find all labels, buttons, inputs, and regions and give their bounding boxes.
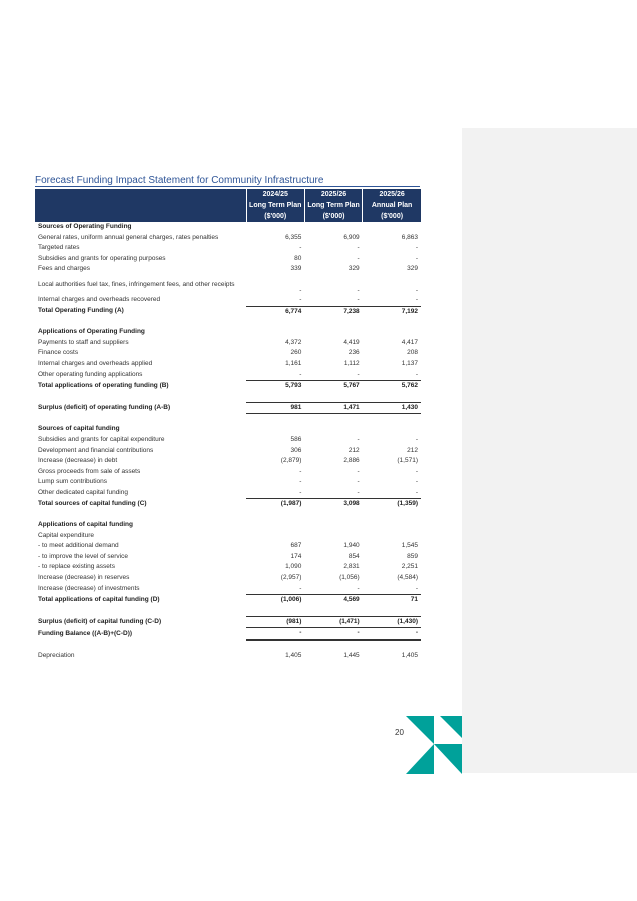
- row-label: Applications of capital funding: [38, 521, 133, 529]
- funding-impact-table: [35, 189, 421, 662]
- row-label: [35, 392, 246, 403]
- table-row: [35, 573, 421, 584]
- row-value: -: [363, 628, 421, 640]
- table-row: [35, 595, 421, 606]
- row-value: -: [304, 628, 362, 640]
- row-value: (1,006): [246, 595, 304, 606]
- row-value: [246, 222, 304, 233]
- table-row: [35, 488, 421, 499]
- row-value: 2,831: [343, 563, 360, 571]
- row-value: -: [415, 478, 418, 486]
- table-row: [35, 348, 421, 359]
- row-label: [35, 640, 246, 651]
- row-label: Funding Balance ((A-B)+(C-D)): [38, 629, 133, 637]
- row-value: [363, 531, 421, 542]
- table-row: [35, 295, 421, 306]
- row-label: Increase (decrease) of investments: [38, 584, 140, 592]
- row-value: [246, 531, 304, 542]
- row-label: Payments to staff and suppliers: [38, 338, 129, 346]
- row-value: [363, 424, 421, 435]
- row-value: [246, 414, 304, 425]
- row-label: Fees and charges: [38, 265, 91, 273]
- row-label: [35, 510, 246, 520]
- row-label: Finance costs: [38, 349, 79, 357]
- col-header-plan: Long Term Plan: [304, 200, 362, 211]
- row-value: 329: [348, 265, 360, 273]
- row-label: Total applications of capital funding (D): [38, 595, 160, 603]
- row-value: -: [246, 628, 304, 640]
- row-label: Depreciation: [38, 652, 75, 659]
- page-title: Forecast Funding Impact Statement for Community Infrastructure: [35, 175, 324, 186]
- table-row: [35, 370, 421, 381]
- row-value: 71: [363, 595, 421, 606]
- row-label: - to meet additional demand: [38, 542, 119, 550]
- row-value: -: [415, 435, 418, 443]
- col-header-plan: Annual Plan: [363, 200, 421, 211]
- row-value: 1,445: [343, 652, 360, 659]
- row-label: Development and financial contributions: [38, 446, 154, 454]
- col-header-unit: ($'000): [304, 211, 362, 222]
- row-label: Sources of Operating Funding: [38, 223, 132, 230]
- row-label: Internal charges and overheads applied: [38, 359, 153, 367]
- table-row: [35, 456, 421, 467]
- row-value: 306: [290, 446, 302, 454]
- row-value: [363, 392, 421, 403]
- row-value: -: [415, 244, 418, 252]
- row-label: Subsidies and grants for capital expenditure: [38, 435, 165, 443]
- table-row: [35, 446, 421, 457]
- row-value: 260: [290, 349, 302, 357]
- row-value: [363, 414, 421, 425]
- row-value: [304, 520, 362, 531]
- table-row: [35, 222, 421, 233]
- row-value: -: [415, 488, 418, 496]
- row-value: [363, 222, 421, 233]
- row-value: 1,405: [401, 652, 418, 659]
- row-label: Other operating funding applications: [38, 370, 143, 378]
- table-row: [35, 584, 421, 595]
- table-row: [35, 359, 421, 370]
- row-value: -: [415, 370, 418, 378]
- row-value: [246, 606, 304, 617]
- row-label: Lump sum contributions: [38, 478, 108, 486]
- row-value: 5,767: [304, 381, 362, 392]
- row-value: [304, 392, 362, 403]
- row-value: [246, 640, 304, 651]
- row-value: -: [357, 295, 360, 303]
- table-row: [35, 628, 421, 640]
- title-underline: [35, 186, 420, 187]
- row-value: -: [415, 254, 418, 262]
- row-label: Total applications of operating funding (B): [38, 381, 169, 389]
- row-value: 7,192: [363, 306, 421, 317]
- row-value: 236: [348, 349, 360, 357]
- table-row: [35, 275, 421, 295]
- row-value: [304, 327, 362, 338]
- row-label: [35, 606, 246, 617]
- row-value: -: [357, 254, 360, 262]
- row-value: [363, 640, 421, 651]
- row-value: [304, 531, 362, 542]
- table-row: [35, 531, 421, 542]
- spacer-row: [35, 510, 421, 520]
- table-header: [35, 189, 421, 222]
- table-row: [35, 520, 421, 531]
- row-value: -: [415, 584, 418, 592]
- row-value: 854: [348, 552, 360, 560]
- row-value: [304, 606, 362, 617]
- row-label: Gross proceeds from sale of assets: [38, 467, 141, 475]
- row-value: [363, 317, 421, 327]
- row-value: (1,987): [246, 499, 304, 510]
- row-value: -: [357, 286, 360, 294]
- row-value: [246, 392, 304, 403]
- header-label-cell: [35, 200, 246, 211]
- row-value: [304, 222, 362, 233]
- table-row: [35, 327, 421, 338]
- row-value: 339: [290, 265, 302, 273]
- row-value: 4,419: [343, 338, 360, 346]
- row-value: (1,430): [363, 616, 421, 628]
- row-value: [304, 414, 362, 425]
- row-value: 6,909: [343, 233, 360, 241]
- row-label: Targeted rates: [38, 244, 80, 252]
- spacer-row: [35, 414, 421, 425]
- col-header-year: 2025/26: [363, 189, 421, 200]
- row-label: Increase (decrease) in reserves: [38, 574, 130, 582]
- row-value: 687: [290, 542, 302, 550]
- row-value: 208: [407, 349, 418, 357]
- row-value: 1,430: [363, 402, 421, 414]
- row-value: 1,471: [304, 402, 362, 414]
- row-value: 329: [407, 265, 418, 273]
- spacer-row: [35, 640, 421, 651]
- row-label: Applications of Operating Funding: [38, 328, 145, 336]
- row-value: 586: [290, 435, 302, 443]
- table-row: [35, 243, 421, 254]
- row-value: [304, 317, 362, 327]
- row-value: -: [357, 370, 360, 378]
- row-value: 6,863: [401, 233, 418, 241]
- spacer-row: [35, 392, 421, 403]
- table-row: [35, 381, 421, 392]
- row-value: 1,112: [343, 359, 360, 367]
- table-row: [35, 435, 421, 446]
- table-row: [35, 424, 421, 435]
- table-row: [35, 499, 421, 510]
- header-label-cell: [35, 211, 246, 222]
- table-row: [35, 306, 421, 317]
- row-value: [363, 327, 421, 338]
- table-row: [35, 651, 421, 662]
- spacer-row: [35, 606, 421, 617]
- row-value: -: [357, 467, 360, 475]
- row-value: (1,359): [363, 499, 421, 510]
- row-label: - to replace existing assets: [38, 563, 115, 571]
- row-value: [363, 606, 421, 617]
- row-label: - to improve the level of service: [38, 552, 128, 560]
- row-label: General rates, uniform annual general charges, rates penalties: [38, 233, 219, 241]
- row-label: Sources of capital funding: [38, 425, 120, 433]
- row-value: -: [299, 286, 302, 294]
- row-value: (981): [246, 616, 304, 628]
- row-value: 7,238: [304, 306, 362, 317]
- row-label: Local authorities fuel tax, fines, infringement fees, and other receipts: [38, 281, 235, 289]
- table-row: [35, 467, 421, 478]
- row-label: Subsidies and grants for operating purposes: [38, 254, 166, 262]
- spacer-row: [35, 317, 421, 327]
- row-value: -: [299, 488, 302, 496]
- row-value: 6,355: [285, 233, 302, 241]
- row-value: 1,090: [285, 563, 302, 571]
- row-value: (4,584): [397, 574, 418, 582]
- row-value: 2,886: [343, 457, 360, 465]
- row-value: -: [415, 467, 418, 475]
- row-value: [363, 510, 421, 520]
- row-value: [304, 510, 362, 520]
- row-value: 1,137: [401, 359, 418, 367]
- row-label: Capital expenditure: [38, 531, 95, 539]
- col-header-unit: ($'000): [246, 211, 304, 222]
- row-value: [246, 424, 304, 435]
- row-label: Increase (decrease) in debt: [38, 457, 118, 465]
- row-value: 80: [294, 254, 302, 262]
- row-value: -: [299, 584, 302, 592]
- row-value: 212: [348, 446, 360, 454]
- row-value: [304, 640, 362, 651]
- table-row: [35, 264, 421, 275]
- row-label: Total sources of capital funding (C): [38, 500, 147, 508]
- row-value: -: [357, 488, 360, 496]
- row-value: (1,056): [339, 574, 360, 582]
- row-value: 1,545: [401, 542, 418, 550]
- row-value: 5,793: [246, 381, 304, 392]
- row-value: -: [299, 244, 302, 252]
- header-label-cell: [35, 189, 246, 200]
- col-header-year: 2025/26: [304, 189, 362, 200]
- row-value: -: [415, 286, 418, 294]
- row-value: -: [299, 295, 302, 303]
- row-value: 212: [407, 446, 418, 454]
- row-value: 2,251: [401, 563, 418, 571]
- col-header-year: 2024/25: [246, 189, 304, 200]
- table-body: [35, 222, 421, 662]
- row-label: Internal charges and overheads recovered: [38, 296, 161, 304]
- row-value: [246, 317, 304, 327]
- row-label: Other dedicated capital funding: [38, 489, 128, 497]
- comment-sidebar: [462, 128, 637, 773]
- row-value: 4,417: [401, 338, 418, 346]
- row-value: (1,571): [397, 457, 418, 465]
- row-value: 174: [290, 552, 302, 560]
- table-row: [35, 562, 421, 573]
- row-value: 3,098: [304, 499, 362, 510]
- row-label: [35, 317, 246, 327]
- row-value: 859: [407, 552, 418, 560]
- row-value: 5,762: [363, 381, 421, 392]
- row-value: [246, 520, 304, 531]
- row-value: -: [299, 370, 302, 378]
- row-value: [246, 510, 304, 520]
- table-row: [35, 552, 421, 563]
- row-label: Total Operating Funding (A): [38, 307, 124, 315]
- table-row: [35, 402, 421, 414]
- row-value: 1,161: [285, 359, 302, 367]
- row-label: [35, 414, 246, 425]
- row-value: -: [357, 435, 360, 443]
- row-value: [363, 520, 421, 531]
- brand-logo-icon: [406, 716, 462, 774]
- row-value: -: [357, 244, 360, 252]
- row-label: Surplus (deficit) of operating funding (A-B): [38, 403, 171, 411]
- row-value: 4,372: [285, 338, 302, 346]
- row-label: Surplus (deficit) of capital funding (C-D): [38, 617, 162, 625]
- row-value: (2,879): [280, 457, 302, 465]
- row-value: 4,569: [304, 595, 362, 606]
- table-row: [35, 541, 421, 552]
- row-value: (2,957): [280, 574, 302, 582]
- table-row: [35, 477, 421, 488]
- row-value: -: [357, 584, 360, 592]
- row-value: 1,405: [285, 652, 302, 659]
- row-value: 981: [246, 402, 304, 414]
- row-value: -: [415, 295, 418, 303]
- row-value: [246, 327, 304, 338]
- table-row: [35, 254, 421, 265]
- table-row: [35, 233, 421, 244]
- table-row: [35, 338, 421, 349]
- row-value: 6,774: [246, 306, 304, 317]
- row-value: -: [299, 467, 302, 475]
- col-header-plan: Long Term Plan: [246, 200, 304, 211]
- page-number: 20: [395, 728, 404, 737]
- row-value: (1,471): [304, 616, 362, 628]
- row-value: 1,940: [343, 542, 360, 550]
- col-header-unit: ($'000): [363, 211, 421, 222]
- table-row: [35, 616, 421, 628]
- row-value: -: [357, 478, 360, 486]
- row-value: -: [299, 478, 302, 486]
- row-value: [304, 424, 362, 435]
